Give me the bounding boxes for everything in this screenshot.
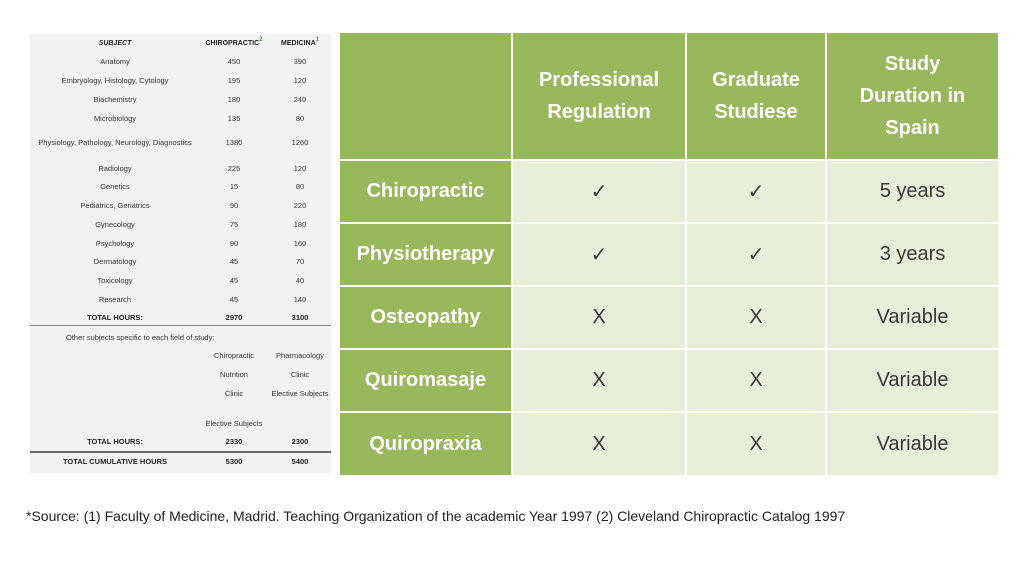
- medicina-hours: 160: [293, 239, 307, 248]
- chiropractic-hours: 45: [229, 257, 239, 266]
- subject-name: Physiology, Pathology, Neurology, Diagnostics: [38, 138, 192, 147]
- chiropractic-hours: 195: [227, 76, 241, 85]
- row-header: Chiropractic: [340, 161, 511, 222]
- column-header-duration: Study Duration in Spain: [827, 33, 998, 159]
- subject-name: Toxicology: [97, 276, 133, 285]
- chiropractic-hours: 225: [227, 164, 241, 173]
- subject-name: Microbiology: [93, 114, 137, 123]
- subject-name: Radiology: [98, 164, 132, 173]
- duration-value: 5 years: [827, 161, 998, 222]
- graduate-value: ✓: [687, 224, 825, 285]
- medicina-hours: 180: [293, 220, 307, 229]
- graduate-value: X: [687, 413, 825, 475]
- row-header: Physiotherapy: [340, 224, 511, 285]
- subject-name: Pediatrics, Geriatrics: [80, 201, 150, 210]
- medicina-hours: 1260: [291, 138, 309, 147]
- row-header: Quiromasaje: [340, 350, 511, 411]
- divider: [30, 451, 331, 453]
- medicina-subject: Elective Subjects: [271, 389, 329, 398]
- regulation-value: X: [513, 287, 685, 348]
- subject-name: Gynecology: [95, 220, 135, 229]
- duration-value: Variable: [827, 287, 998, 348]
- subject-name: Psychology: [95, 239, 135, 248]
- header-medicina: MEDICINA1: [281, 37, 319, 47]
- graduate-value: ✓: [687, 161, 825, 222]
- medicina-subject: Clinic: [290, 370, 310, 379]
- medicina-subject: Pharmacology: [276, 351, 324, 360]
- chiropractic-hours: 135: [227, 114, 241, 123]
- row-header: Osteopathy: [340, 287, 511, 348]
- profession-comparison-table: [340, 33, 998, 475]
- medicina-hours: 390: [293, 57, 307, 66]
- column-header-graduate: Graduate Studiese: [687, 33, 825, 159]
- chiropractic-subject: Clinic: [224, 389, 244, 398]
- chiropractic-hours: 45: [229, 276, 239, 285]
- subject-name: Biochemistry: [93, 95, 137, 104]
- medicina-hours: 120: [293, 164, 307, 173]
- medicina-hours: 220: [293, 201, 307, 210]
- regulation-value: ✓: [513, 224, 685, 285]
- medicina-hours: 140: [293, 295, 307, 304]
- curriculum-hours-table: SUBJECT CHIROPRACTIC2 MEDICINA1 Anatomy 450 390 Embryology, Histology, Cytology 195 120 Biochemistry 180 240 Microbiology 135 80 Physiology, Pathology, Neurology, Diagnostics 1380 1260 Radiology 225 120 Genetics 15 80 Pediatrics, Geriatrics 90 220 Gynecology 75 180 Psychology 90 160 Dermatology 45 70 Toxicology 45 40 Research 45 140 TOTAL HOURS: 2970 3100 Other subjects specific to each field of study: Chiropractic Pharmacology Nutrition Clinic Clinic Elective Subjects Elective Subjects TOTAL HOURS: 2330 2300 TOTAL CUMULATIVE HOURS 5300 5400: [30, 34, 331, 473]
- chiropractic-hours: 45: [229, 295, 239, 304]
- divider: [30, 325, 331, 326]
- regulation-value: X: [513, 350, 685, 411]
- column-header-regulation: Professional Regulation: [513, 33, 685, 159]
- chiropractic-hours: 1380: [225, 138, 243, 147]
- medicina-hours: 70: [295, 257, 305, 266]
- chiropractic-hours: 90: [229, 201, 239, 210]
- chiropractic-subject: Elective Subjects: [205, 419, 263, 428]
- corner-cell: [340, 33, 511, 159]
- regulation-value: X: [513, 413, 685, 475]
- duration-value: Variable: [827, 350, 998, 411]
- chiropractic-subject: Nutrition: [220, 370, 248, 379]
- medicina-hours: 80: [295, 114, 305, 123]
- medicina-hours: 40: [295, 276, 305, 285]
- chiropractic-hours: 450: [227, 57, 241, 66]
- other-subjects-note: Other subjects specific to each field of study:: [66, 333, 215, 342]
- chiropractic-hours: 15: [229, 182, 239, 191]
- header-subject: SUBJECT: [98, 40, 132, 47]
- chiropractic-hours: 75: [229, 220, 239, 229]
- subject-name: Research: [98, 295, 132, 304]
- regulation-value: ✓: [513, 161, 685, 222]
- subject-name: Dermatology: [93, 257, 137, 266]
- duration-value: 3 years: [827, 224, 998, 285]
- chiropractic-subject: Chiropractic: [213, 351, 254, 360]
- subject-name: Embryology, Histology, Cytology: [61, 76, 169, 85]
- subject-name: Genetics: [100, 182, 130, 191]
- medicina-hours: 120: [293, 76, 307, 85]
- medicina-hours: 80: [295, 182, 305, 191]
- chiropractic-hours: 180: [227, 95, 241, 104]
- graduate-value: X: [687, 350, 825, 411]
- chiropractic-hours: 90: [229, 239, 239, 248]
- header-chiropractic: CHIROPRACTIC2: [205, 37, 263, 47]
- medicina-hours: 240: [293, 95, 307, 104]
- subject-name: Anatomy: [100, 57, 130, 66]
- duration-value: Variable: [827, 413, 998, 475]
- source-footnote: *Source: (1) Faculty of Medicine, Madrid. Teaching Organization of the academic Year 1997 (2) Cleveland Chiropractic Catalog 1997: [26, 508, 846, 524]
- row-header: Quiropraxia: [340, 413, 511, 475]
- graduate-value: X: [687, 287, 825, 348]
